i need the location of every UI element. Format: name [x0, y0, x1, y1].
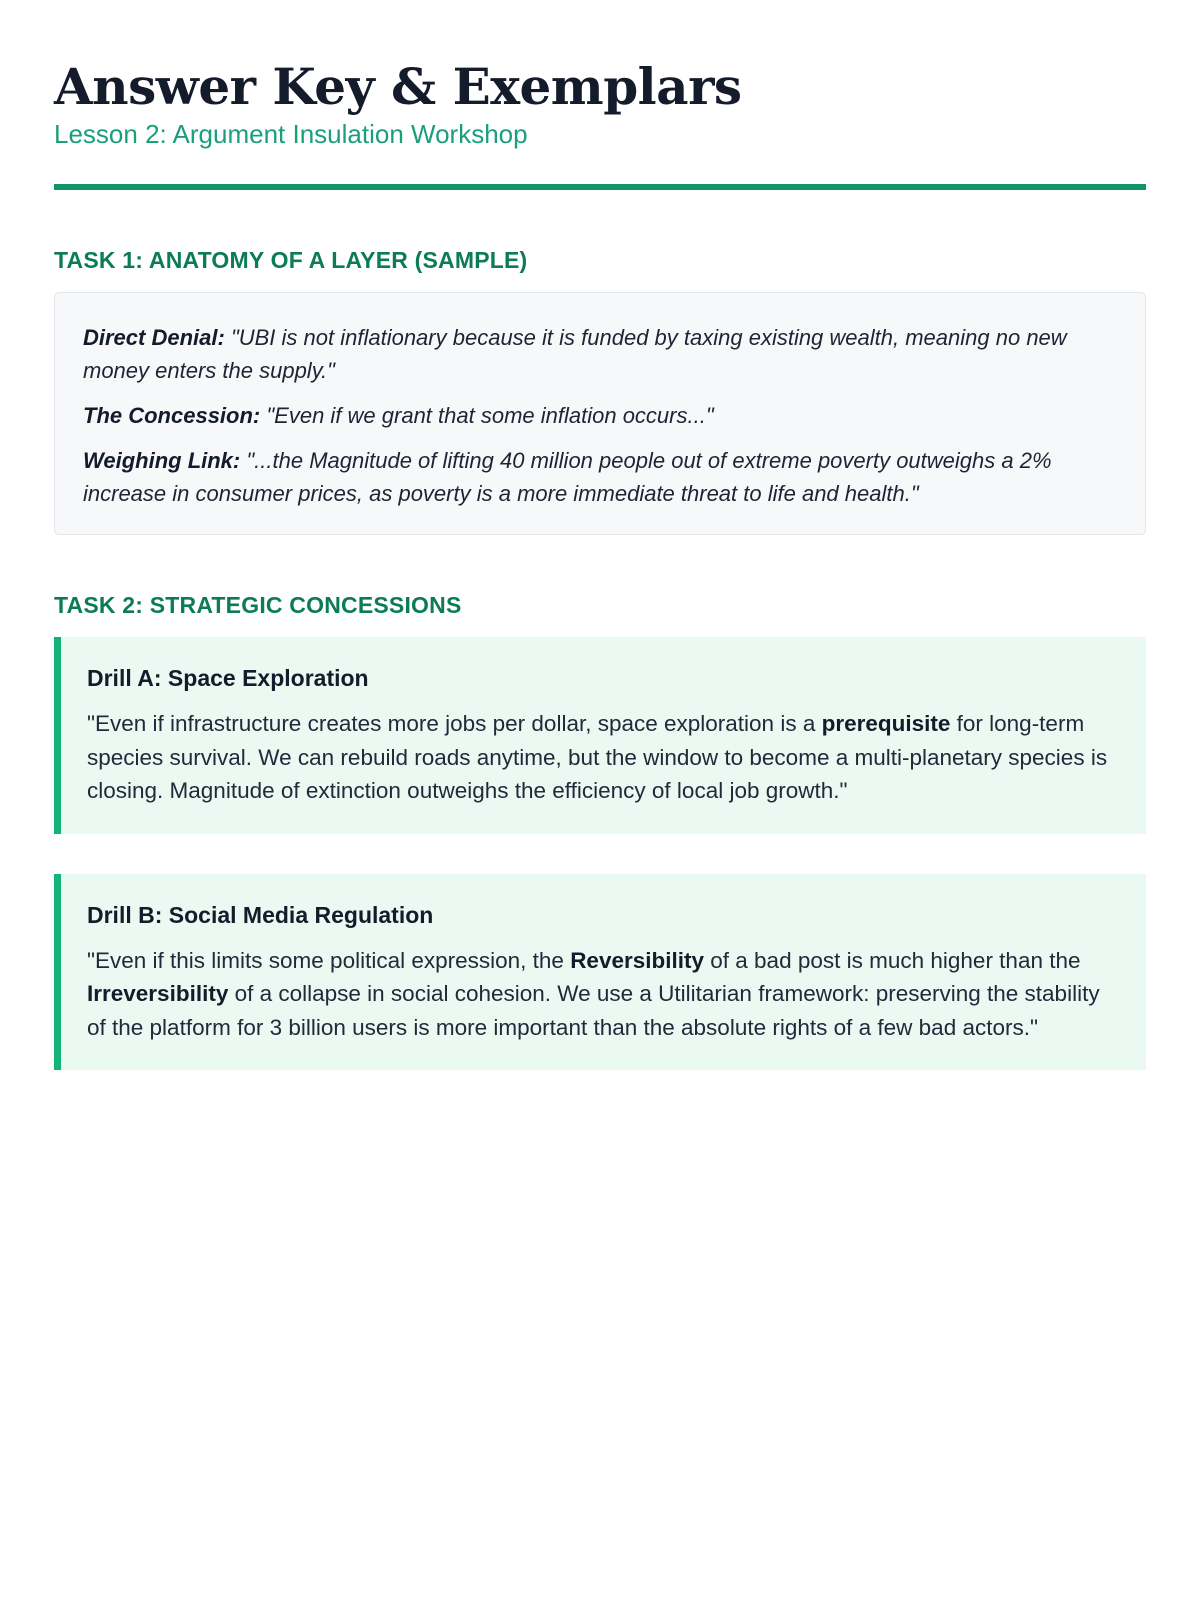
- drill-b-bold-term-1: Reversibility: [570, 947, 705, 973]
- drill-b-text-part-2: of a bad post is much higher than the: [704, 947, 1081, 973]
- concession-line: [83, 399, 1119, 432]
- drill-a-text-part-1: "Even if infrastructure creates more jobs per dollar, space exploration is a: [87, 711, 822, 736]
- drill-a-text-part-2: for long-term species survival. We can rebuild roads anytime, but the window to become a multi-planetary species is closing. Magnitude of extinction outweighs the efficiency of local job growth.": [87, 711, 1108, 803]
- concession-text: "Even if we grant that some inflation occurs...": [260, 403, 714, 428]
- drill-b-text: [87, 944, 1118, 1045]
- direct-denial-label: Direct Denial:: [83, 325, 225, 350]
- drill-a-bold-term: prerequisite: [821, 711, 951, 736]
- task1-heading: TASK 1: ANATOMY OF A LAYER (SAMPLE): [54, 247, 528, 273]
- direct-denial-text: "UBI is not inflationary because it is funded by taxing existing wealth, meaning no new money enters the supply.": [83, 325, 1067, 383]
- concession-label: The Concession:: [83, 403, 261, 428]
- drill-b-bold-term-2: Irreversibility: [87, 981, 229, 1006]
- weighing-link-line: [83, 444, 1119, 510]
- weighing-link-text: "...the Magnitude of lifting 40 million people out of extreme poverty outweighs a 2% increase in consumer prices, as poverty is a more immediate threat to life and health.": [83, 448, 1052, 506]
- direct-denial-line: [83, 321, 1119, 387]
- drill-a-title: Drill A: Space Exploration: [87, 665, 369, 691]
- task1-sample-box: [54, 292, 1146, 535]
- header-divider: [54, 184, 1146, 190]
- drill-b-title: Drill B: Social Media Regulation: [87, 901, 434, 928]
- page-title: Answer Key & Exemplars: [54, 57, 742, 116]
- weighing-link-label: Weighing Link:: [83, 448, 241, 473]
- drill-b-card: [54, 874, 1146, 1071]
- drill-b-text-part-1: "Even if this limits some political expression, the: [87, 947, 571, 973]
- task2-heading: TASK 2: STRATEGIC CONCESSIONS: [54, 592, 462, 618]
- drill-b-text-part-3: of a collapse in social cohesion. We use a Utilitarian framework: preserving the stability of the platform for 3 billion users is more important than the absolute rights of a few bad actors.": [87, 981, 1100, 1040]
- drill-a-card: [54, 637, 1146, 834]
- page-subtitle: Lesson 2: Argument Insulation Workshop: [54, 119, 528, 149]
- drill-a-text: [87, 707, 1118, 808]
